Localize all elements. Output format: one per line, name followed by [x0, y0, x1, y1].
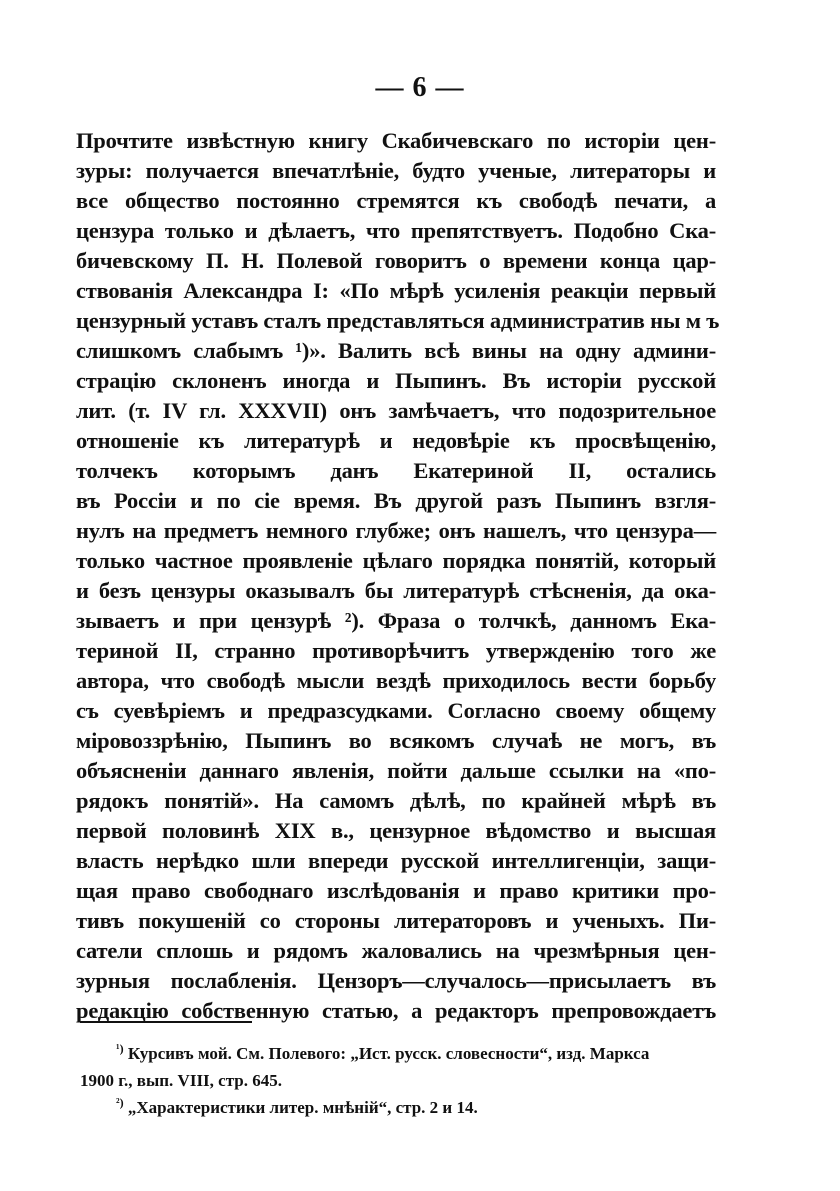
text-line: цензура только и дѣлаетъ, что препятствуетъ. Подобно Ска-: [76, 218, 716, 243]
text-line: власть нерѣдко шли впереди русской интеллигенціи, защи-: [76, 848, 716, 873]
text-line: толчекъ которымъ данъ Екатериной II, остались: [76, 458, 716, 483]
text-line: рядокъ понятій». На самомъ дѣлѣ, по крайней мѣрѣ въ: [76, 788, 716, 813]
text-line: объясненіи даннаго явленія, пойти дальше ссылки на «по-: [76, 758, 716, 783]
footnote-2-text: „Характеристики литер. мнѣній“, стр. 2 и 14.: [127, 1098, 478, 1117]
text-line: автора, что свободѣ мысли вездѣ приходилось вести борьбу: [76, 668, 716, 693]
text-line: слишкомъ слабымъ ¹)». Валить всѣ вины на одну админи-: [76, 338, 716, 363]
footnote-1-text-line-2: 1900 г., вып. VIII, стр. 645.: [80, 1071, 282, 1090]
text-line: сатели сплошь и рядомъ жаловались на чрезмѣрныя цен-: [76, 938, 716, 963]
text-line: лит. (т. IV гл. XXXVII) онъ замѣчаетъ, что подозрительное: [76, 398, 716, 423]
text-line: отношеніе къ литературѣ и недовѣріе къ просвѣщенію,: [76, 428, 716, 453]
footnote-1-mark: ¹): [116, 1041, 124, 1056]
footnote-2: [80, 1094, 720, 1121]
footnote-separator: [80, 1021, 252, 1023]
text-line: редакцію собственную статью, а редакторъ препровождаетъ: [76, 998, 716, 1023]
footnotes: [80, 1040, 720, 1121]
text-line: страцію склоненъ иногда и Пыпинъ. Въ исторіи русской: [76, 368, 716, 393]
text-line: зуры: получается впечатлѣніе, будто ученые, литераторы и: [76, 158, 716, 183]
footnote-2-mark: ²): [116, 1095, 124, 1110]
text-line: все общество постоянно стремятся къ свободѣ печати, а: [76, 188, 716, 213]
text-line: первой половинѣ XIX в., цензурное вѣдомство и высшая: [76, 818, 716, 843]
text-line: цензурный уставъ сталъ представляться административ ны м ъ: [76, 308, 720, 333]
body-text: [76, 126, 720, 1026]
text-line: ствованія Александра I: «По мѣрѣ усиленія реакціи первый: [76, 278, 716, 303]
text-line: только частное проявленіе цѣлаго порядка понятій, который: [76, 548, 716, 573]
text-line: нулъ на предметъ немного глубже; онъ нашелъ, что цензура—: [76, 518, 716, 543]
text-line: тивъ покушеній со стороны литераторовъ и ученыхъ. Пи-: [76, 908, 716, 933]
text-line: зываетъ и при цензурѣ ²). Фраза о толчкѣ, данномъ Ека-: [76, 608, 716, 633]
page-number: — 6 —: [375, 72, 465, 103]
text-line: бичевскому П. Н. Полевой говоритъ о времени конца цар-: [76, 248, 716, 273]
text-line: Прочтите извѣстную книгу Скабичевскаго по исторіи цен-: [76, 128, 716, 153]
text-line: и безъ цензуры оказывалъ бы литературѣ стѣсненія, да ока-: [76, 578, 716, 603]
footnote-1-text-line-1: Курсивъ мой. См. Полевого: „Ист. русск. словесности“, изд. Маркса: [127, 1044, 650, 1063]
text-line: съ суевѣріемъ и предразсудками. Согласно своему общему: [76, 698, 716, 723]
footnote-1: [80, 1040, 720, 1067]
text-line: зурныя послабленія. Цензоръ—случалось—присылаетъ въ: [76, 968, 716, 993]
text-line: въ Россіи и по сіе время. Въ другой разъ Пыпинъ взгля-: [76, 488, 716, 513]
text-line: щая право свободнаго изслѣдованія и право критики про-: [76, 878, 716, 903]
text-line: териной II, странно противорѣчитъ утвержденію того же: [76, 638, 716, 663]
text-line: міровоззрѣнію, Пыпинъ во всякомъ случаѣ не могъ, въ: [76, 728, 716, 753]
